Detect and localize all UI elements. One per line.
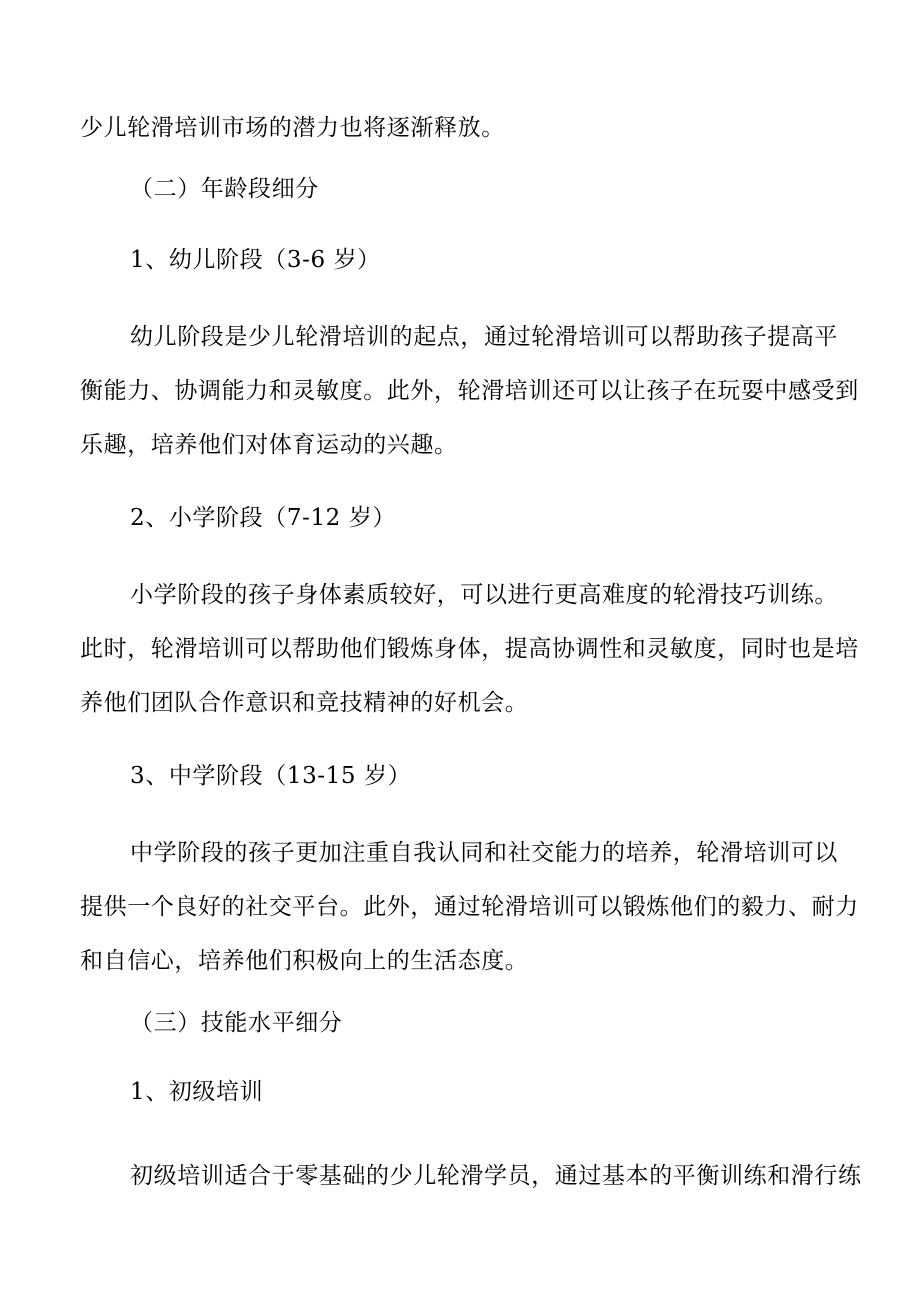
section-heading-skill: （三）技能水平细分 (130, 1010, 343, 1036)
paragraph-line: 少儿轮滑培训市场的潜力也将逐渐释放。 (80, 115, 505, 141)
paragraph-line: 衡能力、协调能力和灵敏度。此外，轮滑培训还可以让孩子在玩耍中感受到 (80, 378, 859, 404)
subheading-primary: 2、小学阶段（7-12 岁） (130, 505, 397, 531)
paragraph-line: 此时，轮滑培训可以帮助他们锻炼身体，提高协调性和灵敏度，同时也是培 (80, 636, 859, 662)
subheading-preschool: 1、幼儿阶段（3-6 岁） (130, 247, 381, 273)
section-heading-age: （二）年龄段细分 (130, 176, 319, 202)
paragraph-line: 乐趣，培养他们对体育运动的兴趣。 (80, 432, 458, 458)
paragraph-line: 和自信心，培养他们积极向上的生活态度。 (80, 948, 529, 974)
paragraph-line: 养他们团队合作意识和竞技精神的好机会。 (80, 690, 529, 716)
paragraph-line: 小学阶段的孩子身体素质较好，可以进行更高难度的轮滑技巧训练。 (130, 582, 838, 608)
paragraph-line: 初级培训适合于零基础的少儿轮滑学员，通过基本的平衡训练和滑行练 (130, 1163, 862, 1189)
paragraph-line: 中学阶段的孩子更加注重自我认同和社交能力的培养，轮滑培训可以 (130, 840, 838, 866)
subheading-middle-school: 3、中学阶段（13-15 岁） (130, 763, 412, 789)
subheading-beginner: 1、初级培训 (130, 1079, 264, 1105)
paragraph-line: 幼儿阶段是少儿轮滑培训的起点，通过轮滑培训可以帮助孩子提高平 (130, 324, 838, 350)
paragraph-line: 提供一个良好的社交平台。此外，通过轮滑培训可以锻炼他们的毅力、耐力 (80, 894, 859, 920)
